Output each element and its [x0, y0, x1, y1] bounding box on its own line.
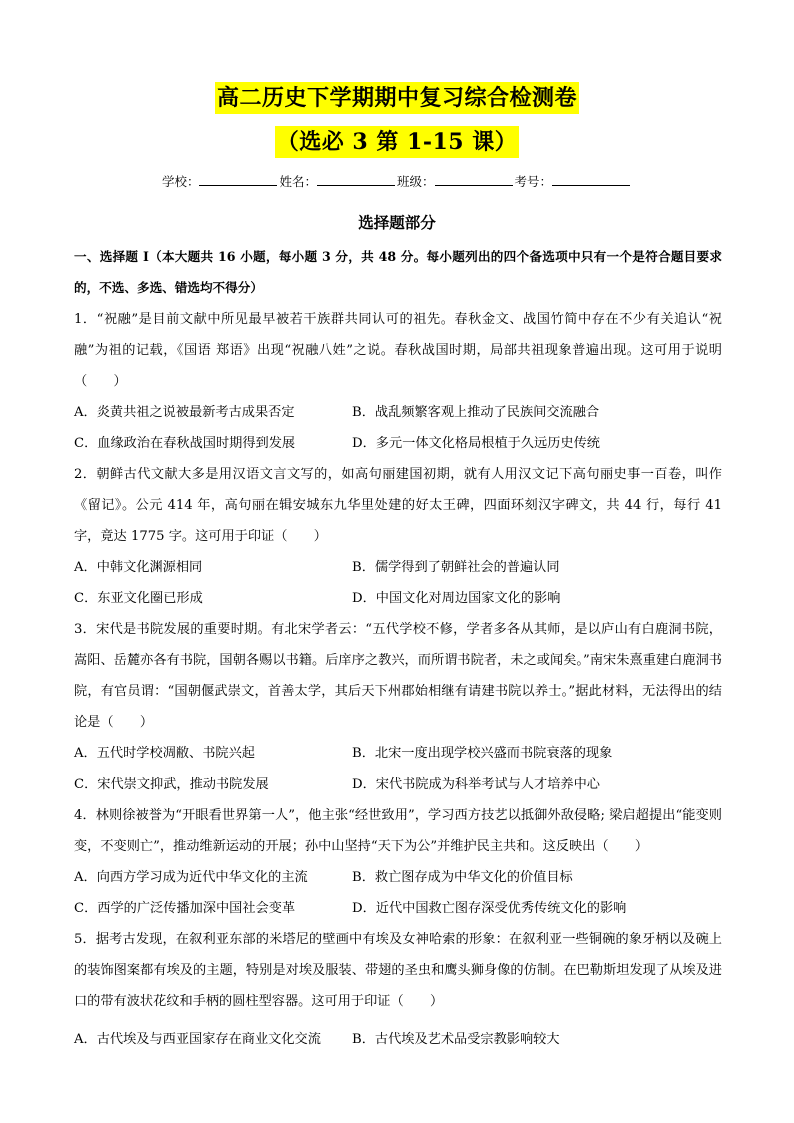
- class-label: 班级：: [397, 174, 435, 189]
- q2-option-d[interactable]: D．中国文化对周边国家文化的影响: [352, 591, 561, 606]
- question-5-stem: 5．据考古发现，在叙利亚东部的米塔尼的壁画中有埃及女神哈索的形象：在叙利亚一些铜碗的象牙柄以及碗上的装饰图案都有埃及的主题，特别是对埃及服装、带翅的圣虫和鹰头狮身像的仿制。在巴勒斯坦发现了从埃及进口的带有波状花纹和手柄的圆柱型容器。这可用于印证（ ）: [74, 932, 722, 1009]
- q3-option-a[interactable]: A．五代时学校凋敝、书院兴起: [74, 746, 255, 761]
- q4-option-d[interactable]: D．近代中国救亡图存深受优秀传统文化的影响: [352, 901, 627, 916]
- class-blank[interactable]: [435, 172, 513, 186]
- question-3-stem: 3．宋代是书院发展的重要时期。有北宋学者云：“五代学校不修，学者多各从其师，是以庐山有白鹿洞书院，嵩阳、岳麓亦各有书院，国朝各赐以书籍。后庠序之教兴，而所谓书院者，未之或闻矣。”南宋朱熹重建白鹿洞书院，有官员谓：“国朝偃武崇文，首善太学，其后天下州郡始相继有请建书院以养士。”据此材料，无法得出的结论是（ ）: [74, 622, 722, 730]
- q2-option-a[interactable]: A．中韩文化渊源相同: [74, 560, 203, 575]
- question-5-options-row-1: [74, 1024, 722, 1055]
- q1-option-a[interactable]: A．炎黄共祖之说被最新考古成果否定: [74, 405, 295, 420]
- exam-subtitle: （选必 3 第 1-15 课）: [275, 126, 520, 158]
- school-label: 学校：: [161, 174, 200, 189]
- question-1-options-row-2: [74, 428, 722, 459]
- title-line-1-wrap: [0, 82, 794, 114]
- section-title: 选择题部分: [358, 214, 436, 232]
- name-blank[interactable]: [317, 172, 395, 186]
- exam-no-label: 考号：: [514, 174, 553, 189]
- question-2-options-row-1: [74, 552, 722, 583]
- q4-option-b[interactable]: B．救亡图存成为中华文化的价值目标: [352, 870, 573, 885]
- question-4-options-row-1: [74, 862, 722, 893]
- name-label: 姓名：: [279, 174, 317, 189]
- question-2-options-row-2: [74, 583, 722, 614]
- student-info-line: [0, 172, 794, 191]
- section-instruction: 一、选择题 I（本大题共 16 小题，每小题 3 分，共 48 分。每小题列出的四个备选项中只有一个是符合题目要求的，不选、多选、错选均不得分）: [74, 249, 722, 295]
- q1-option-d[interactable]: D．多元一体文化格局根植于久远历史传统: [352, 436, 600, 451]
- q3-option-b[interactable]: B．北宋一度出现学校兴盛而书院衰落的现象: [352, 746, 613, 761]
- q5-option-b[interactable]: B．古代埃及艺术品受宗教影响较大: [352, 1032, 560, 1047]
- question-1-options-row-1: [74, 397, 722, 428]
- school-blank[interactable]: [199, 172, 277, 186]
- exam-title: 高二历史下学期期中复习综合检测卷: [215, 82, 579, 114]
- q4-option-a[interactable]: A．向西方学习成为近代中华文化的主流: [74, 870, 308, 885]
- q1-option-b[interactable]: B．战乱频繁客观上推动了民族间交流融合: [352, 405, 600, 420]
- question-3-options-row-2: [74, 769, 722, 800]
- question-4-stem: 4．林则徐被誉为“开眼看世界第一人”，他主张“经世致用”，学习西方技艺以抵御外敌侵略; 梁启超提出“能变则变，不变则亡”，推动维新运动的开展；孙中山坚持“天下为公”并维护民主共和。这反映出（ ）: [74, 808, 722, 854]
- q1-option-c[interactable]: C．血缘政治在春秋战国时期得到发展: [74, 436, 296, 451]
- q5-option-a[interactable]: A．古代埃及与西亚国家存在商业文化交流: [74, 1032, 321, 1047]
- question-2-stem: 2．朝鲜古代文献大多是用汉语文言文写的，如高句丽建国初期，就有人用汉文记下高句丽史事一百卷，叫作《留记》。公元 414 年，高句丽在辑安城东九华里处建的好太王碑，四面环刻汉字碑文，共 44 行，每行 41 字，竟达 1775 字。这可用于印证（ ）: [74, 467, 722, 544]
- q4-option-c[interactable]: C．西学的广泛传播加深中国社会变革: [74, 901, 296, 916]
- q2-option-c[interactable]: C．东亚文化圈已形成: [74, 591, 203, 606]
- question-3-options-row-1: [74, 738, 722, 769]
- exam-no-blank[interactable]: [552, 172, 630, 186]
- title-line-2-wrap: [0, 126, 794, 158]
- question-1-stem: 1．“祝融”是目前文献中所见最早被若干族群共同认可的祖先。春秋金文、战国竹简中存在不少有关追认“祝融”为祖的记载，《国语 郑语》出现“祝融八姓”之说。春秋战国时期，局部共祖现象普遍出现。这可用于说明（ ）: [74, 312, 722, 389]
- q3-option-d[interactable]: D．宋代书院成为科举考试与人才培养中心: [352, 777, 600, 792]
- q3-option-c[interactable]: C．宋代崇文抑武，推动书院发展: [74, 777, 269, 792]
- q2-option-b[interactable]: B．儒学得到了朝鲜社会的普遍认同: [352, 560, 560, 575]
- question-4-options-row-2: [74, 893, 722, 924]
